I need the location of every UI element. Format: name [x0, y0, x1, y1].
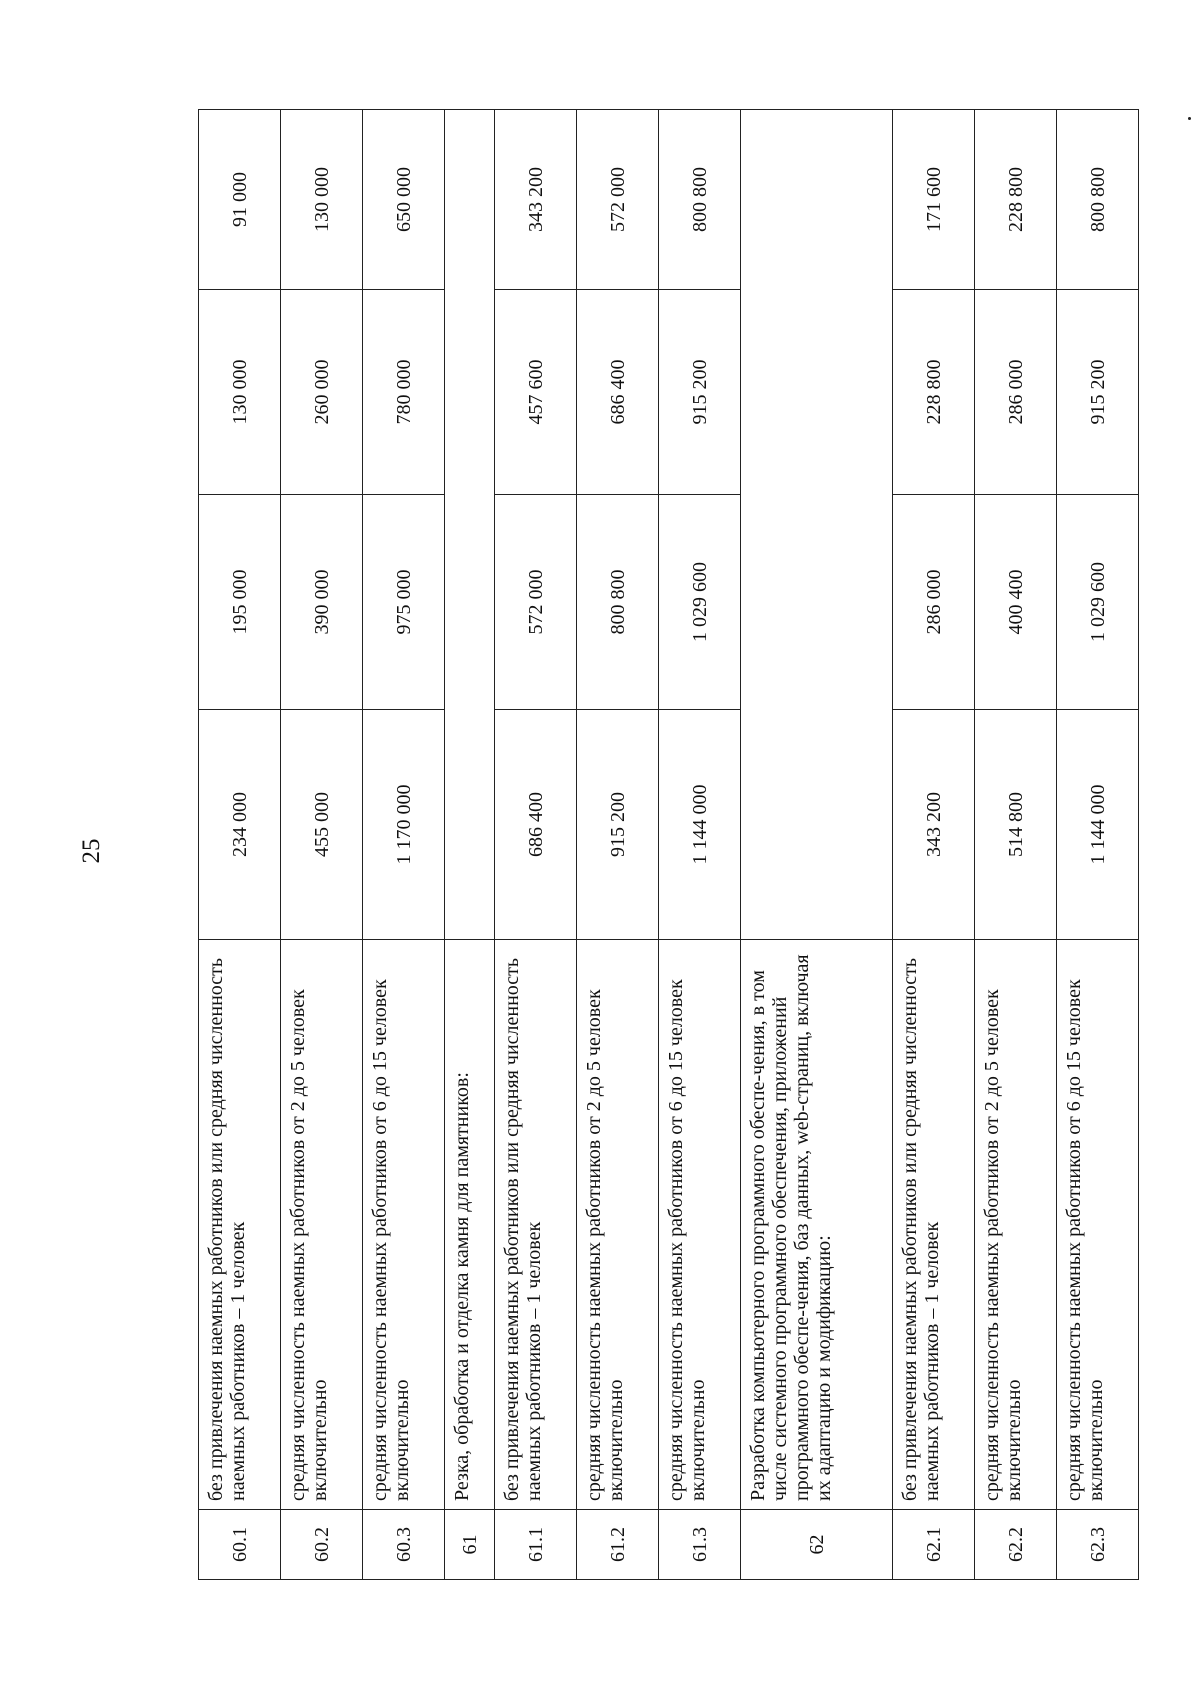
row-description: Резка, обработка и отделка камня для памятников: — [445, 940, 495, 1510]
value-cell: 915 200 — [1057, 290, 1139, 495]
row-code: 61.2 — [577, 1510, 659, 1580]
table-row — [659, 110, 741, 1580]
row-description: средняя численность наемных работников от 6 до 15 человек включительно — [659, 940, 741, 1510]
value-cell: 130 000 — [281, 110, 363, 290]
row-description: без привлечения наемных работников или средняя численность наемных работников – 1 человек — [893, 940, 975, 1510]
row-code: 61.1 — [495, 1510, 577, 1580]
value-cell: 1 144 000 — [1057, 710, 1139, 940]
table-row — [893, 110, 975, 1580]
value-cell: 343 200 — [893, 710, 975, 940]
value-cell: 780 000 — [363, 290, 445, 495]
value-cell: 91 000 — [199, 110, 281, 290]
value-cell: 1 170 000 — [363, 710, 445, 940]
value-cell: 228 800 — [975, 110, 1057, 290]
table-row — [363, 110, 445, 1580]
value-cell: 234 000 — [199, 710, 281, 940]
row-code: 62.1 — [893, 1510, 975, 1580]
table-row — [495, 110, 577, 1580]
value-cell: 1 144 000 — [659, 710, 741, 940]
value-cell: 171 600 — [893, 110, 975, 290]
row-description: средняя численность наемных работников от 2 до 5 человек включительно — [975, 940, 1057, 1510]
value-cell: 572 000 — [495, 495, 577, 710]
row-code: 62.3 — [1057, 1510, 1139, 1580]
empty-cell — [445, 110, 495, 940]
table-row — [199, 110, 281, 1580]
value-cell: 800 800 — [659, 110, 741, 290]
row-description: средняя численность наемных работников от 2 до 5 человек включительно — [281, 940, 363, 1510]
row-description: Разработка компьютерного программного обеспе-чения, в том числе системного программного обеспечения, приложений программного обеспе-чения, баз данных, web-страниц, включая их адаптацию и модификацию: — [741, 940, 893, 1510]
table-row — [975, 110, 1057, 1580]
row-description: средняя численность наемных работников от 6 до 15 человек включительно — [363, 940, 445, 1510]
row-description: без привлечения наемных работников или средняя численность наемных работников – 1 человек — [199, 940, 281, 1510]
row-description: без привлечения наемных работников или средняя численность наемных работников – 1 человек — [495, 940, 577, 1510]
value-cell: 286 000 — [893, 495, 975, 710]
value-cell: 1 029 600 — [1057, 495, 1139, 710]
value-cell: 572 000 — [577, 110, 659, 290]
value-cell: 650 000 — [363, 110, 445, 290]
table-row — [577, 110, 659, 1580]
row-code: 60.3 — [363, 1510, 445, 1580]
row-code: 62.2 — [975, 1510, 1057, 1580]
value-cell: 975 000 — [363, 495, 445, 710]
value-cell: 514 800 — [975, 710, 1057, 940]
value-cell: 400 400 — [975, 495, 1057, 710]
table-row — [1057, 110, 1139, 1580]
table-section-row — [741, 110, 893, 1580]
value-cell: 228 800 — [893, 290, 975, 495]
value-cell: 686 400 — [577, 290, 659, 495]
value-cell: 800 800 — [1057, 110, 1139, 290]
page-number: 25 — [78, 838, 105, 864]
row-code: 60.1 — [199, 1510, 281, 1580]
value-cell: 915 200 — [577, 710, 659, 940]
value-cell: 800 800 — [577, 495, 659, 710]
row-code: 62 — [741, 1510, 893, 1580]
value-cell: 390 000 — [281, 495, 363, 710]
row-description: средняя численность наемных работников от 6 до 15 человек включительно — [1057, 940, 1139, 1510]
rates-table — [198, 110, 1108, 1580]
table-row — [281, 110, 363, 1580]
row-code: 60.2 — [281, 1510, 363, 1580]
scan-speck — [1188, 117, 1191, 120]
value-cell: 1 029 600 — [659, 495, 741, 710]
row-description: средняя численность наемных работников от 2 до 5 человек включительно — [577, 940, 659, 1510]
empty-cell — [741, 110, 893, 940]
value-cell: 457 600 — [495, 290, 577, 495]
row-code: 61 — [445, 1510, 495, 1580]
value-cell: 130 000 — [199, 290, 281, 495]
value-cell: 195 000 — [199, 495, 281, 710]
value-cell: 915 200 — [659, 290, 741, 495]
table-section-row — [445, 110, 495, 1580]
row-code: 61.3 — [659, 1510, 741, 1580]
value-cell: 686 400 — [495, 710, 577, 940]
value-cell: 455 000 — [281, 710, 363, 940]
value-cell: 286 000 — [975, 290, 1057, 495]
value-cell: 343 200 — [495, 110, 577, 290]
value-cell: 260 000 — [281, 290, 363, 495]
